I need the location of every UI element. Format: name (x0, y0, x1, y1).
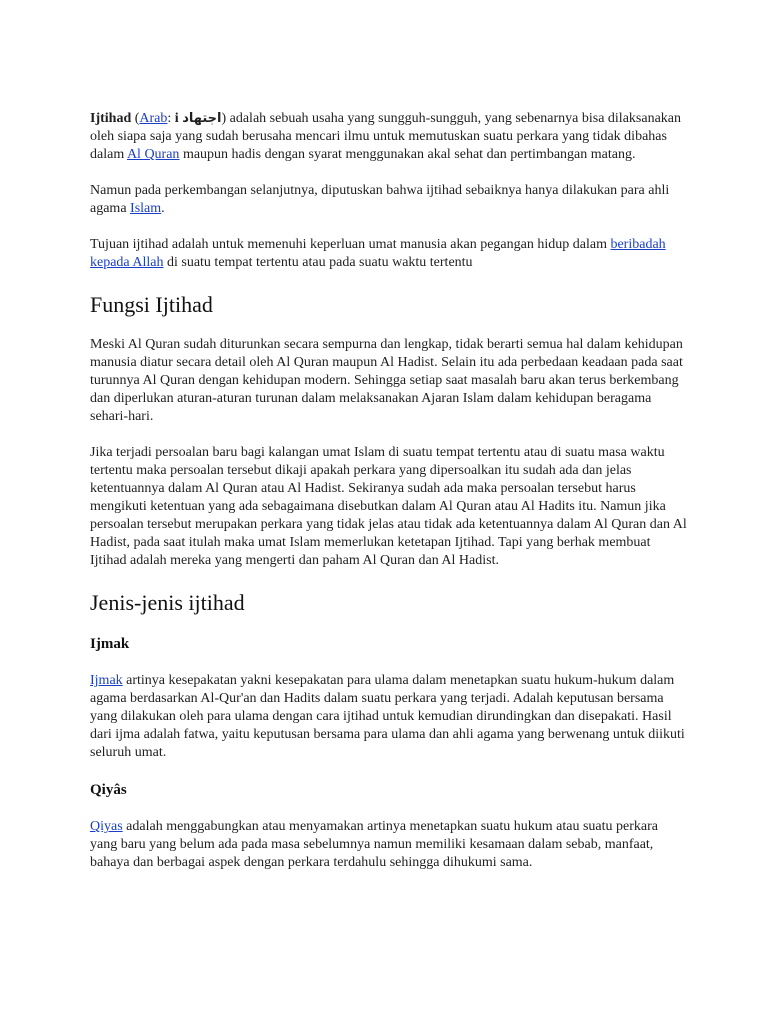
heading-fungsi-ijtihad: Fungsi Ijtihad (90, 292, 213, 317)
islam-link[interactable]: Islam (130, 201, 162, 216)
al-quran-link[interactable]: Al Quran (126, 147, 180, 162)
heading-ijmak: Ijmak (90, 636, 130, 652)
paragraph-fungsi-2: Jika terjadi persoalan baru bagi kalangan umat Islam di suatu tempat tertentu atau di suatu masa waktu tertentu maka persoalan tersebut dikaji apakah perkara yang dipersoalkan itu sudah ada dan jelas ketentuannya dalam Al Quran atau Al Hadist. Sekiranya sudah ada maka persoalan tersebut harus mengikuti ketentuan yang ada sebagaimana disebutkan dalam Al Quran atau Al Hadits itu. Namun jika persoalan tersebut merupakan perkara yang tidak jelas atau tidak ada ketentuannya dalam Al Quran dan Al Hadist, pada saat itulah maka umat Islam memerlukan ketetapan Ijtihad. Tapi yang berhak membuat Ijtihad adalah mereka yang mengerti dan paham Al Quran dan Al Hadist. (90, 445, 687, 568)
ijmak-link[interactable]: Ijmak (90, 673, 123, 688)
arab-link[interactable]: Arab (139, 111, 168, 126)
heading-qiyas: Qiyâs (90, 782, 127, 798)
intro-paragraph: Ijtihad (Arab: i اجتهاد) adalah sebuah usaha yang sungguh-sungguh, yang sebenarnya bisa dilaksanakan oleh siapa saja yang sudah berusaha mencari ilmu untuk memutuskan suatu perkara yang tidak dibahas dalam Al Quran maupun hadis dengan syarat menggunakan akal sehat dan pertimbangan matang. (90, 111, 682, 162)
paragraph-tujuan: Tujuan ijtihad adalah untuk memenuhi keperluan umat manusia akan pegangan hidup dalam beribadah kepada Allah di suatu tempat tertentu atau pada suatu waktu tertentu (90, 237, 666, 270)
paragraph-qiyas: Qiyas adalah menggabungkan atau menyamakan artinya menetapkan suatu hukum atau suatu perkara yang baru yang belum ada pada masa sebelumnya namun memiliki kesamaan dalam sebab, manfaat, bahaya dan berbagai aspek dengan perkara terdahulu sehingga dihukumi sama. (90, 819, 658, 870)
paragraph-ijmak: Ijmak artinya kesepakatan yakni kesepakatan para ulama dalam menetapkan suatu hukum-hukum dalam agama berdasarkan Al-Qur'an dan Hadits dalam suatu perkara yang terjadi. Adalah keputusan bersama yang dilakukan oleh para ulama dengan cara ijtihad untuk kemudian dirundingkan dan disepakati. Hasil dari ijma adalah fatwa, yaitu keputusan bersama para ulama dan ahli agama yang berwenang untuk diikuti seluruh umat. (90, 673, 685, 760)
qiyas-link[interactable]: Qiyas (90, 819, 123, 834)
term-ijtihad: Ijtihad (90, 111, 132, 126)
arabic-word: اجتهاد (182, 111, 222, 126)
paragraph-ahli-agama: Namun pada perkembangan selanjutnya, diputuskan bahwa ijtihad sebaiknya hanya dilakukan para ahli agama Islam. (90, 183, 670, 216)
paragraph-fungsi-1: Meski Al Quran sudah diturunkan secara sempurna dan lengkap, tidak berarti semua hal dalam kehidupan manusia diatur secara detail oleh Al Quran maupun Al Hadist. Selain itu ada perbedaan keadaan pada saat turunnya Al Quran dengan kehidupan modern. Sehingga setiap saat masalah baru akan terus berkembang dan diperlukan aturan-aturan turunan dalam melaksanakan Ajaran Islam dalam kehidupan beragama sehari-hari. (90, 337, 683, 424)
heading-jenis-ijtihad: Jenis-jenis ijtihad (90, 590, 245, 615)
beribadah-link[interactable]: beribadah kepada Allah (90, 237, 666, 270)
